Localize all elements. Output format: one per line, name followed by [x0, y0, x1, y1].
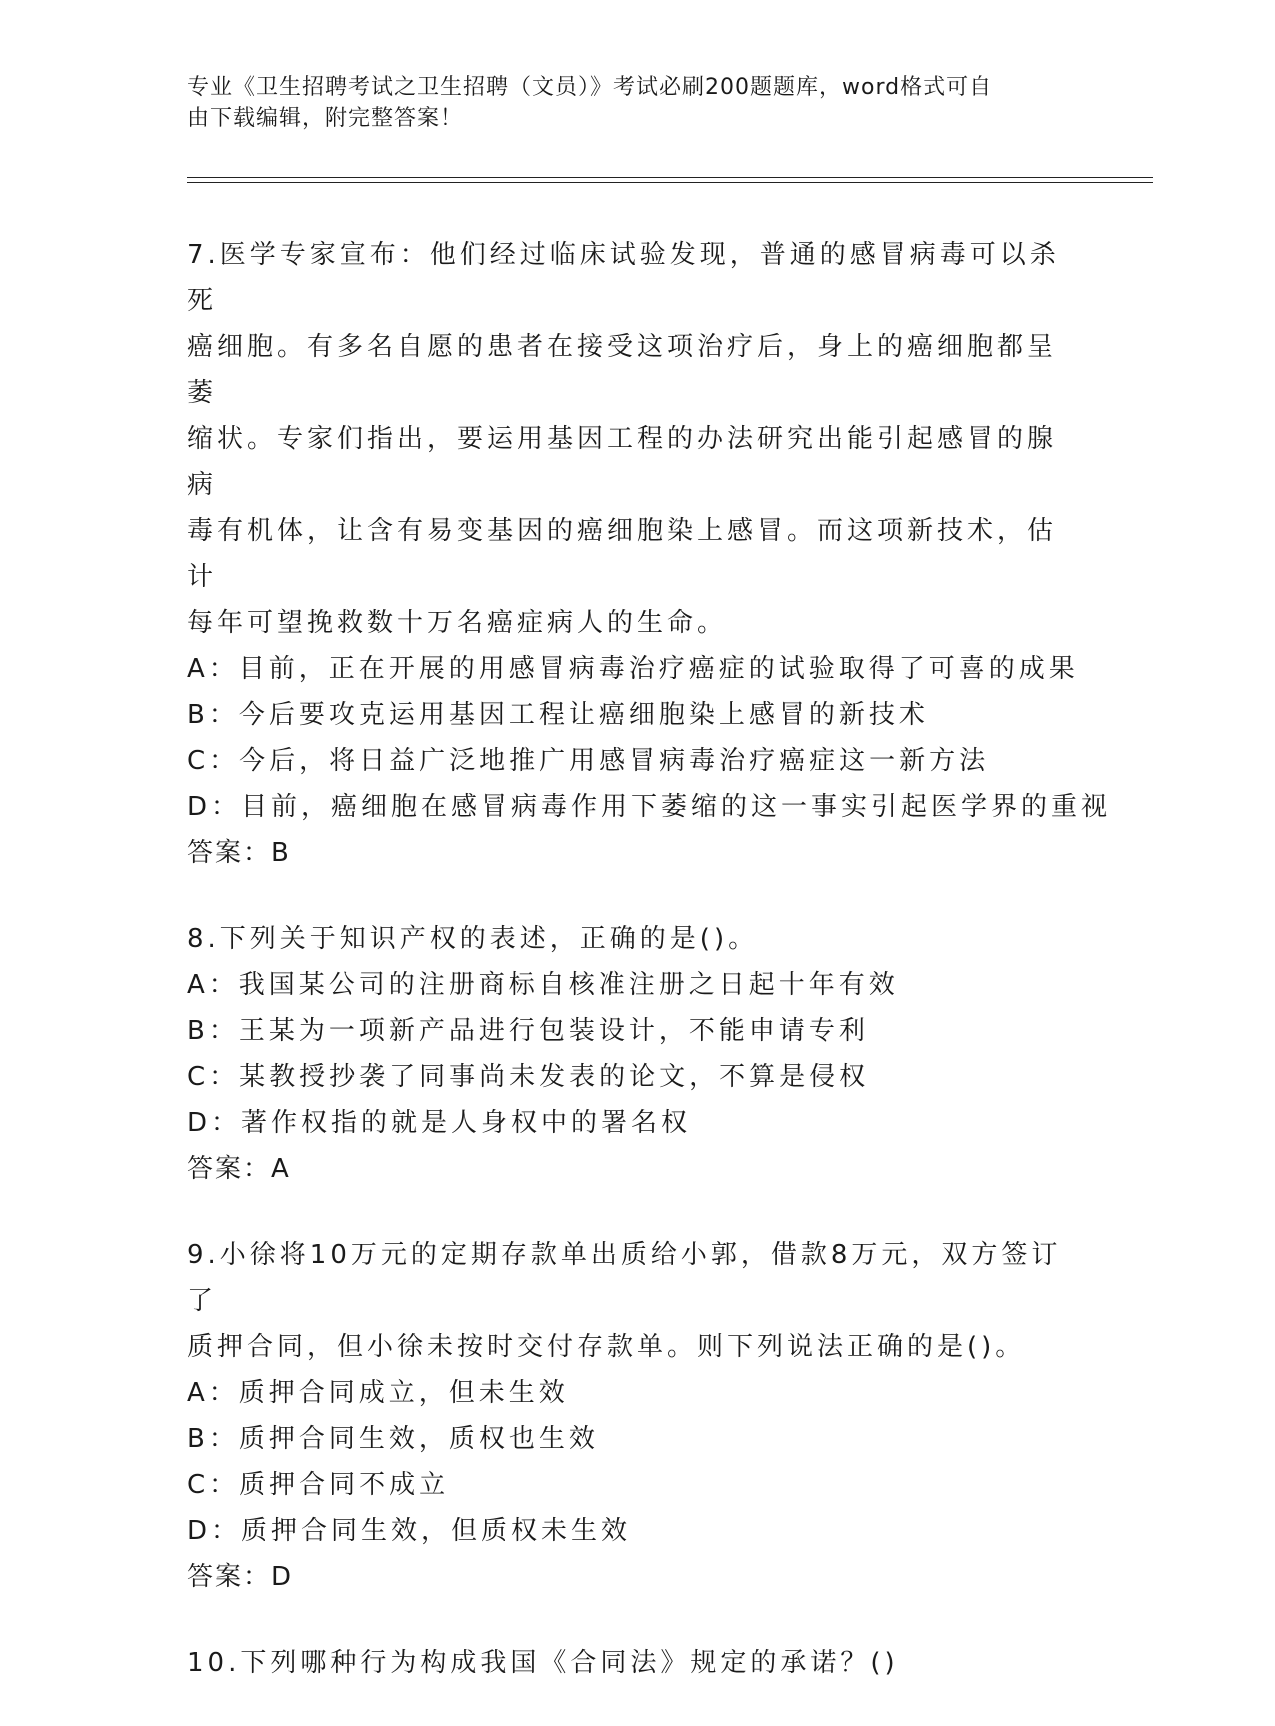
header-divider-top	[187, 177, 1153, 178]
question-9	[187, 1232, 1067, 1600]
question-7-line-1: 7.医学专家宣布：他们经过临床试验发现，普通的感冒病毒可以杀死	[187, 240, 1060, 316]
header-line-2: 由下载编辑，附完整答案！	[187, 106, 464, 131]
question-8-option-a: A：我国某公司的注册商标自核准注册之日起十年有效	[187, 970, 899, 1000]
question-list	[187, 232, 1112, 1726]
question-8-option-b: B：王某为一项新产品进行包装设计，不能申请专利	[187, 1016, 869, 1046]
question-9-option-b: B：质押合同生效，质权也生效	[187, 1424, 599, 1454]
question-9-line-2: 质押合同，但小徐未按时交付存款单。则下列说法正确的是()。	[187, 1332, 1026, 1362]
question-7-line-5: 每年可望挽救数十万名癌症病人的生命。	[187, 608, 728, 638]
question-7-option-c: C：今后，将日益广泛地推广用感冒病毒治疗癌症这一新方法	[187, 746, 990, 776]
question-9-answer: 答案：D	[187, 1562, 294, 1592]
question-7-option-d: D：目前，癌细胞在感冒病毒作用下萎缩的这一事实引起医学界的重视	[187, 792, 1112, 822]
question-9-option-a: A：质押合同成立，但未生效	[187, 1378, 569, 1408]
question-8-option-c: C：某教授抄袭了同事尚未发表的论文，不算是侵权	[187, 1062, 870, 1092]
question-10-line-1: 10.下列哪种行为构成我国《合同法》规定的承诺？()	[187, 1648, 899, 1678]
question-8-answer: 答案：A	[187, 1154, 291, 1184]
header-divider-bottom	[187, 182, 1153, 183]
question-7-answer: 答案：B	[187, 838, 291, 868]
question-8-option-d: D：著作权指的就是人身权中的署名权	[187, 1108, 692, 1138]
document-header	[187, 72, 1067, 134]
header-line-1: 专业《卫生招聘考试之卫生招聘（文员）》考试必刷200题题库，word格式可自	[187, 75, 993, 100]
question-8	[187, 916, 1067, 1192]
question-9-option-c: C：质押合同不成立	[187, 1470, 450, 1500]
question-7-line-2: 癌细胞。有多名自愿的患者在接受这项治疗后，身上的癌细胞都呈萎	[187, 332, 1058, 408]
question-7	[187, 232, 1112, 876]
question-7-line-4: 毒有机体，让含有易变基因的癌细胞染上感冒。而这项新技术，估计	[187, 516, 1058, 592]
question-9-line-1: 9.小徐将10万元的定期存款单出质给小郭，借款8万元，双方签订了	[187, 1240, 1062, 1316]
question-7-line-3: 缩状。专家们指出，要运用基因工程的办法研究出能引起感冒的腺病	[187, 424, 1058, 500]
question-10	[187, 1640, 1067, 1686]
question-7-option-a: A：目前，正在开展的用感冒病毒治疗癌症的试验取得了可喜的成果	[187, 654, 1079, 684]
question-9-option-d: D：质押合同生效，但质权未生效	[187, 1516, 632, 1546]
question-8-line-1: 8.下列关于知识产权的表述，正确的是()。	[187, 924, 759, 954]
question-7-option-b: B：今后要攻克运用基因工程让癌细胞染上感冒的新技术	[187, 700, 929, 730]
